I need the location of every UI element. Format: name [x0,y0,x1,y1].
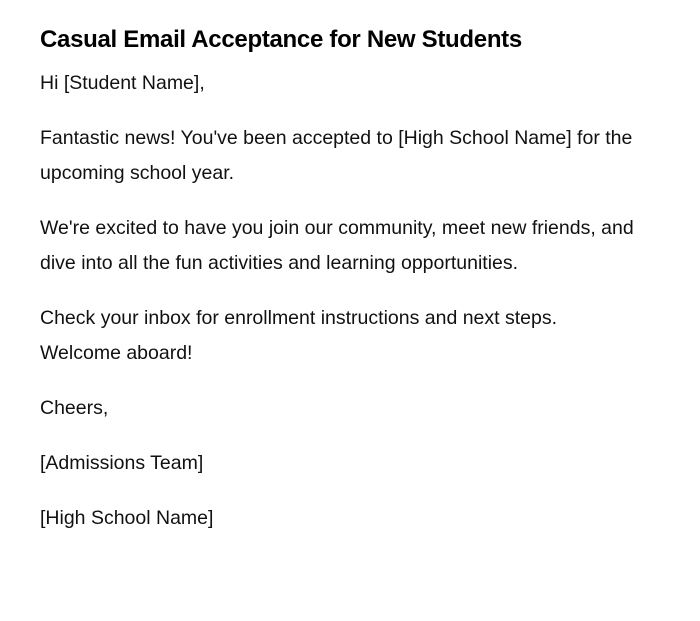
community-paragraph: We're excited to have you join our community, meet new friends, and dive into all the fun activities and learning opportunities. [40,217,634,274]
greeting: Hi [Student Name], [40,72,205,94]
instructions-paragraph: Check your inbox for enrollment instructions and next steps. Welcome aboard! [40,307,558,364]
sign-off: Cheers, [40,397,109,419]
sender-team: [Admissions Team] [40,452,204,474]
acceptance-paragraph: Fantastic news! You've been accepted to [High School Name] for the upcoming school year. [40,127,633,184]
sender-school: [High School Name] [40,507,214,529]
document-title: Casual Email Acceptance for New Students [40,26,522,53]
